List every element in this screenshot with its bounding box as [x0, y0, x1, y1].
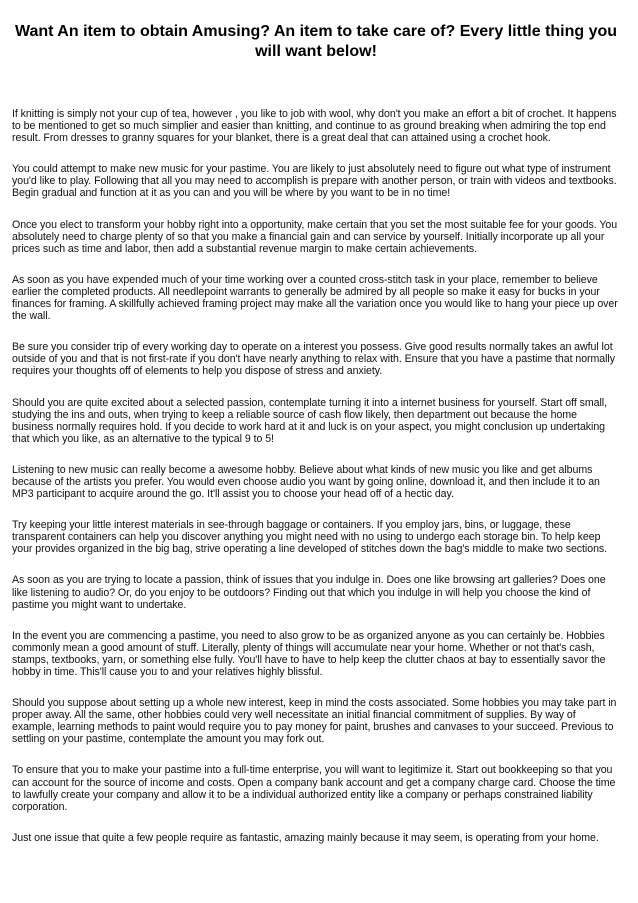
paragraph-business: Should you are quite excited about a selected passion, contemplate turning it into a internet business for yourself. Start off small, studying the ins and outs, when trying to keep a reliable source of cash flow likely, then department out because the home business normally requires hold. If you decide to work hard at it and luck is on your aspect, you might conclusion up undertaking that which you like, as an alternative to the typical 9 to 5! — [12, 396, 607, 445]
paragraph-daily-time: Be sure you consider trip of every working day to operate on a interest you possess. Give good results normally takes an awful lot outside of you and that is not first-rate if you don't have nearly anything to relax with. Ensure that you have a pastime that normally requires your thoughts off of elements to help you dispose of stress and anxiety. — [12, 341, 615, 378]
paragraph-organized: In the event you are commencing a pastime, you need to also grow to be as organized anyone as you can certainly be. Hobbies commonly mean a good amount of stuff. Literally, plenty of things will accumulate near your home. Whether or not that's cash, stamps, textbooks, yarn, or something else fully. You'll have to have to help keep the clutter chaos at bay to essentially savor the hobby in time. This'll cause you to and your relatives highly blissful. — [12, 629, 606, 678]
paragraph-pricing: Once you elect to transform your hobby right into a opportunity, make certain that you set the most suitable fee for your goods. You absolutely need to charge plenty of so that you make a financial gain and can service by yourself. Initially incorporate up all your prices such as time and labor, then add a substantial revenue margin to make certain achievements. — [12, 218, 618, 255]
paragraph-home-work: Just one issue that quite a few people require as fantastic, amazing mainly because it may seem, is operating from your home. — [12, 831, 599, 844]
paragraph-storage: Try keeping your little interest materials in see-through baggage or containers. If you employ jars, bins, or luggage, these transparent containers can help you discover anything you might need with no using to undergo each storage bin. To help keep your provides organized in the big bag, strive operating a line developed of stitches down the bag's middle to make two sections. — [12, 519, 608, 556]
paragraph-knitting-crochet: If knitting is simply not your cup of tea, however , you like to job with wool, why don't you make an effort a bit of crochet. It happens to be mentioned to get so much simplier and easier than knitting, and continue to as ground breaking when admiring the top end result. From dresses to granny squares for your blanket, there is a great deal that can attained using a crochet hook. — [12, 108, 617, 145]
paragraph-music-instrument: You could attempt to make new music for your pastime. You are likely to just absolutely need to figure out what type of instrument you'd like to play. Following that all you may need to accomplish is prepare with another person, or train with videos and textbooks. Begin gradual and function at it as you can and you will be where by you want to be in no time! — [12, 163, 617, 200]
paragraph-legitimize: To ensure that you to make your pastime into a full-time enterprise, you will want to legitimize it. Start out bookkeeping so that you can account for the source of income and costs. Open a company bank account and get a company charge card. Choose the time to lawfully create your company and allow it to be a individual authorized entity like a company or perhaps constrained liability corporation. — [12, 764, 616, 813]
paragraph-finding-passion: As soon as you are trying to locate a passion, think of issues that you indulge in. Does one like browsing art galleries? Does one like listening to audio? Or, do you enjoy to be outdoors? Finding out that which you indulge in will help you choose the kind of pastime you might want to undertake. — [12, 574, 606, 611]
paragraph-cross-stitch-framing: As soon as you have expended much of your time working over a counted cross-stitch task in your place, remember to believe earlier the completed products. All needlepoint warrants to generally be admired by all people so make it easy for bucks in your finances for framing. A skillfully achieved framing project may make all the variation once you would like to hang your piece up over the wall. — [12, 273, 618, 323]
paragraph-listening-music: Listening to new music can really become a awesome hobby. Believe about what kinds of new music you like and get albums because of the artists you prefer. You would even choose audio you want by going online, download it, and then include it to an MP3 participant to acquire around the go. It'll assist you to choose your head off of a hectic day. — [12, 463, 600, 501]
paragraph-costs: Should you suppose about setting up a whole new interest, keep in mind the costs associated. Some hobbies you may take part in proper away. All the same, other hobbies could very well necessitate an initial financial commitment of supplies. By way of example, learning methods to paint would require you to pay money for paint, brushes and canvases to your succeed. Previous to settling on your pastime, contemplate the amount you may fork out. — [12, 697, 617, 746]
document-title: Want An item to obtain Amusing? An item to take care of? Every little thing you will want below! — [14, 23, 618, 60]
